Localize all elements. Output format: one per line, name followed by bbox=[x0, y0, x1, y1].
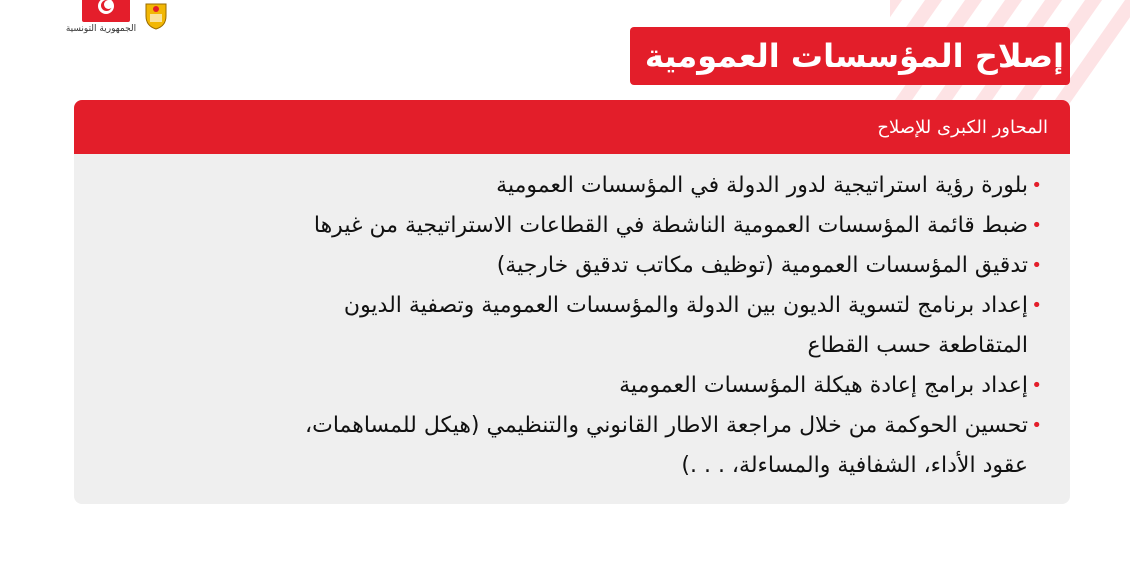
section-heading: المحاور الكبرى للإصلاح bbox=[877, 116, 1048, 138]
list-item bbox=[92, 286, 1042, 366]
bullet-marker: • bbox=[1031, 255, 1042, 276]
list-item bbox=[92, 166, 1042, 206]
reform-card bbox=[74, 100, 1070, 504]
item-text: إعداد برامج إعادة هيكلة المؤسسات العمومية bbox=[619, 373, 1028, 398]
bullet-marker: • bbox=[1031, 295, 1042, 316]
bullet-marker: • bbox=[1031, 415, 1042, 436]
list-item bbox=[92, 246, 1042, 286]
item-text: تحسين الحوكمة من خلال مراجعة الاطار القانوني والتنظيمي (هيكل للمساهمات، bbox=[305, 413, 1028, 438]
card-header bbox=[74, 100, 1070, 154]
page-title-bar bbox=[630, 27, 1070, 85]
tunisia-flag-icon bbox=[82, 0, 130, 22]
bullet-marker: • bbox=[1031, 375, 1042, 396]
item-text: ضبط قائمة المؤسسات العمومية الناشطة في القطاعات الاستراتيجية من غيرها bbox=[313, 213, 1028, 238]
bullet-marker: • bbox=[1031, 215, 1042, 236]
item-text: تدقيق المؤسسات العمومية (توظيف مكاتب تدقيق خارجية) bbox=[496, 253, 1028, 278]
coat-of-arms-icon bbox=[142, 0, 170, 30]
logo-label: الجمهورية التونسية bbox=[65, 24, 137, 34]
list-item bbox=[92, 406, 1042, 486]
item-text-continued: عقود الأداء، الشفافية والمساءلة، . . .) bbox=[681, 453, 1028, 478]
item-text-continued: المتقاطعة حسب القطاع bbox=[807, 333, 1028, 358]
item-text: إعداد برنامج لتسوية الديون بين الدولة والمؤسسات العمومية وتصفية الديون bbox=[343, 293, 1028, 318]
item-text: بلورة رؤية استراتيجية لدور الدولة في المؤسسات العمومية bbox=[496, 173, 1028, 198]
list-item bbox=[92, 206, 1042, 246]
reform-list bbox=[92, 166, 1042, 486]
page-title: إصلاح المؤسسات العمومية bbox=[644, 37, 1064, 75]
bullet-marker: • bbox=[1031, 175, 1042, 196]
list-item bbox=[92, 366, 1042, 406]
government-logo bbox=[60, 0, 180, 42]
